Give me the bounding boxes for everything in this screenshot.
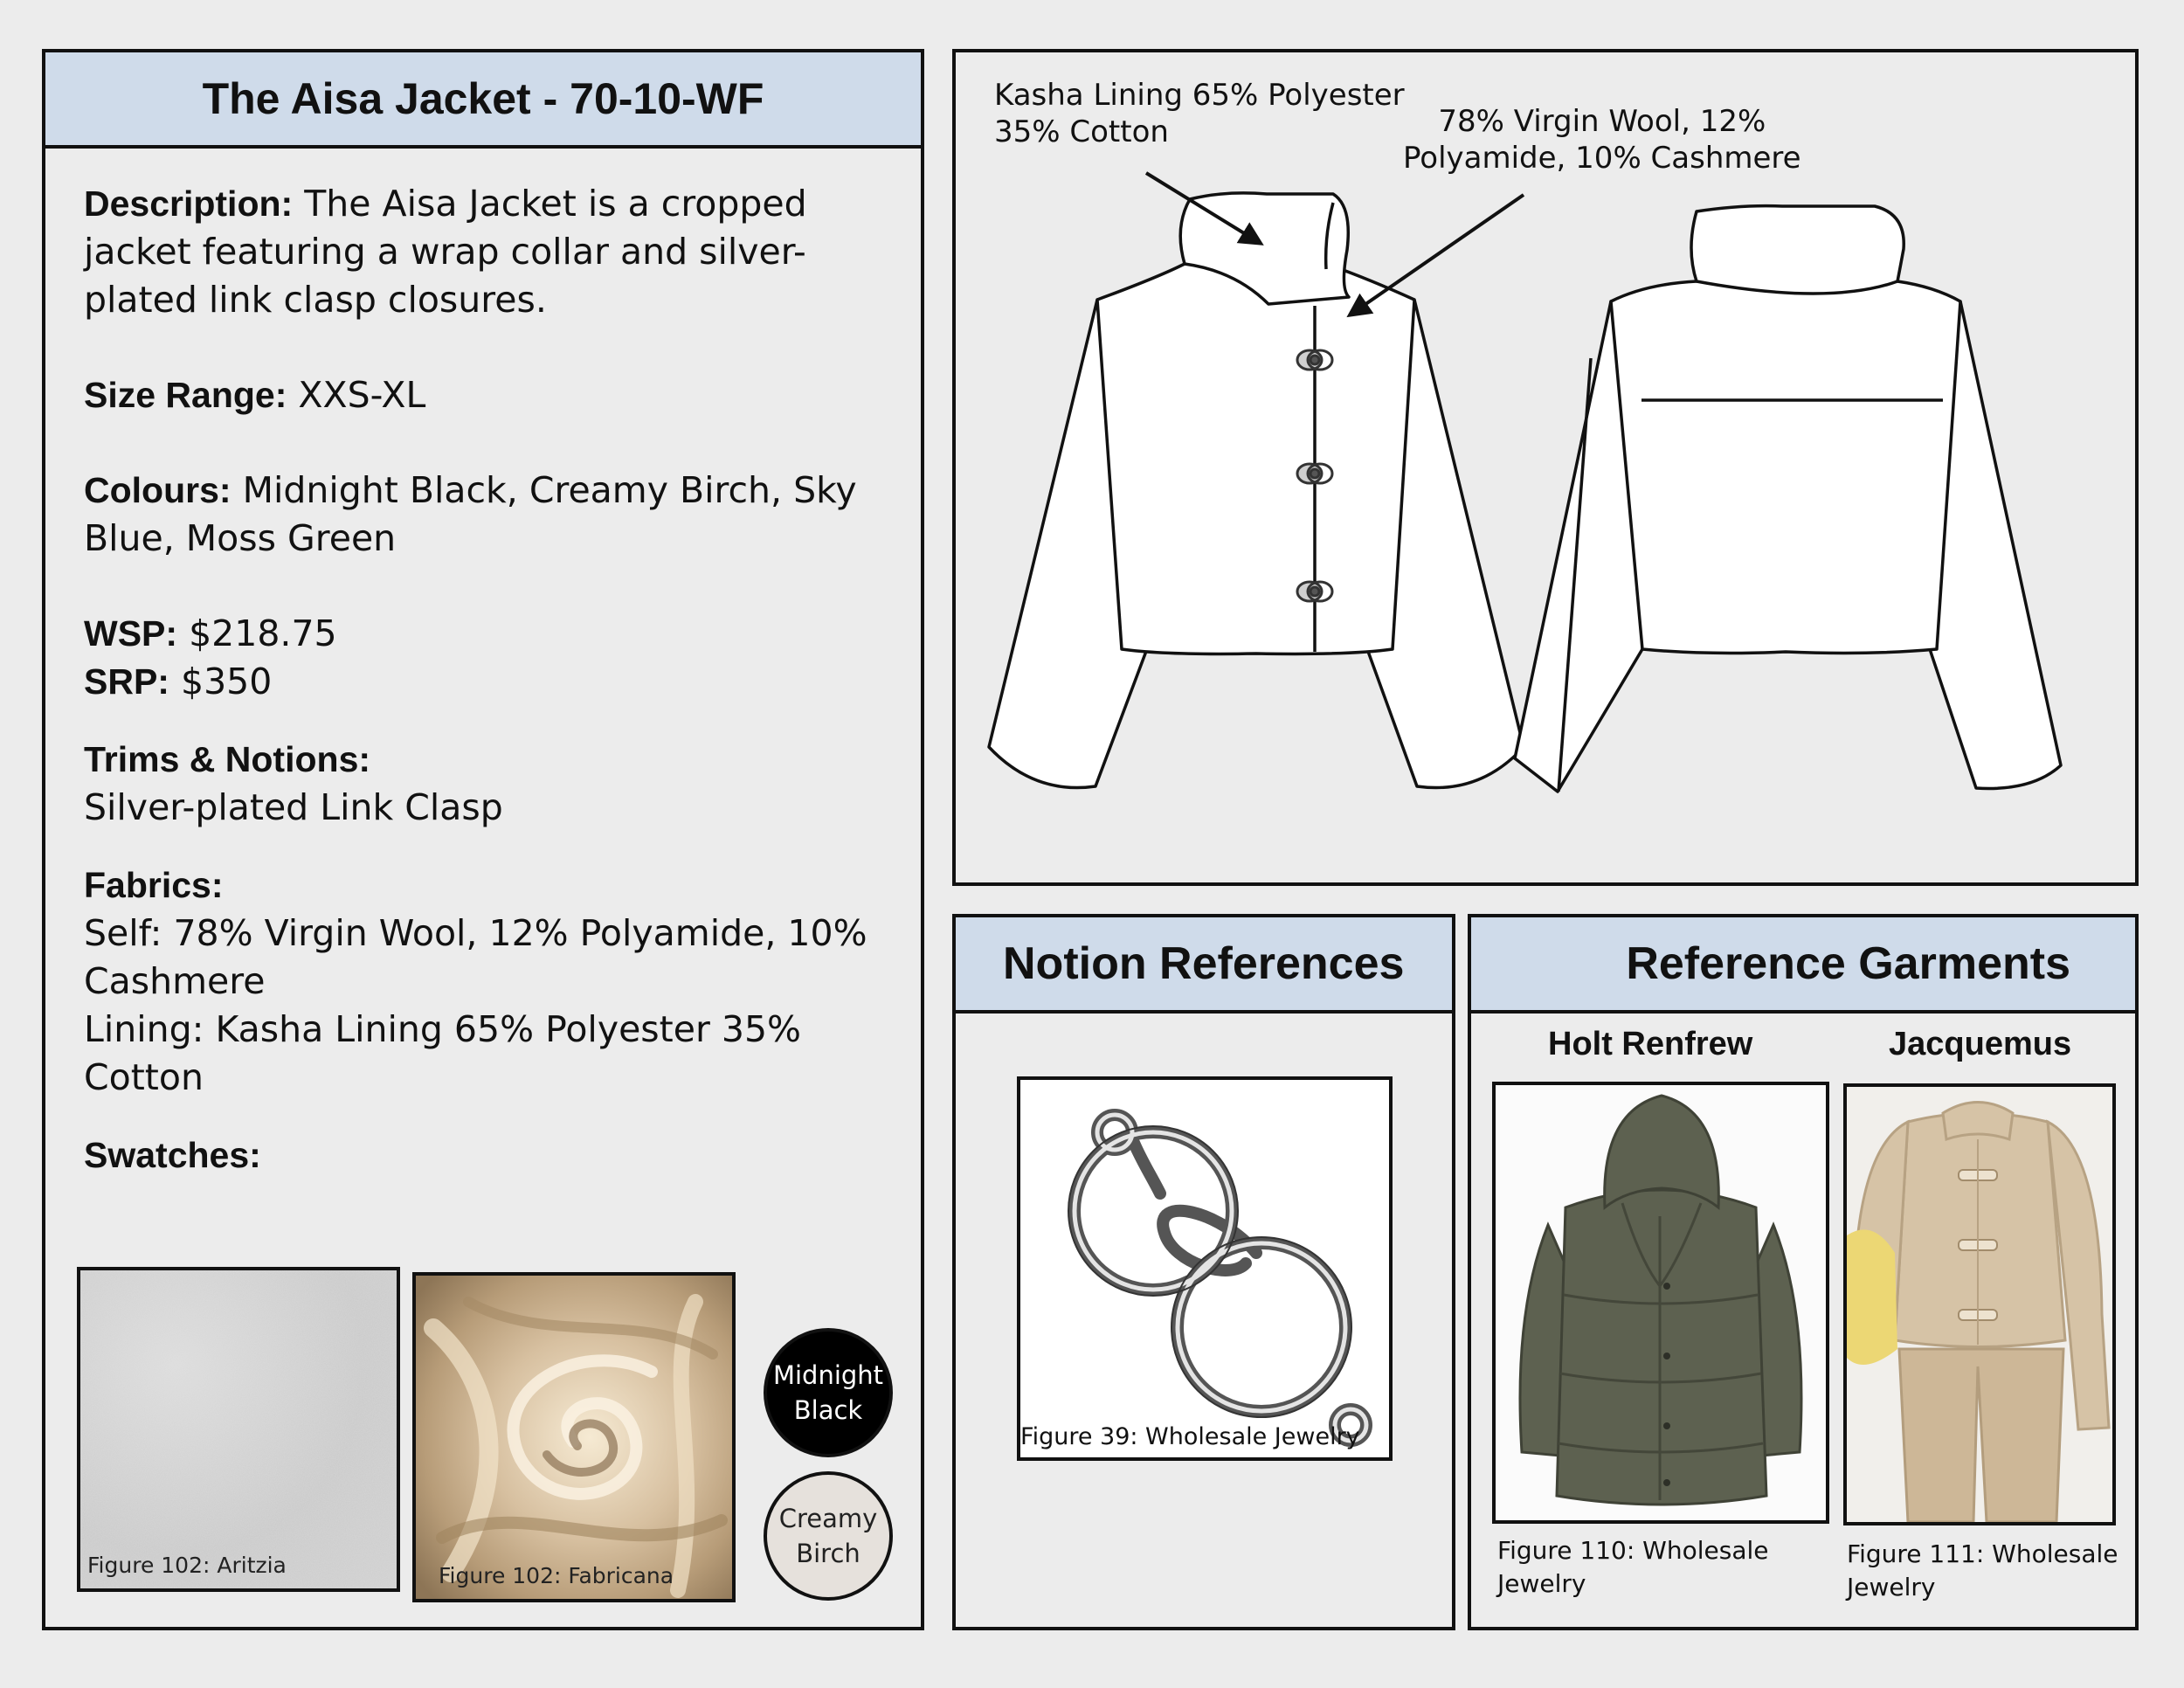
garment-caption (1847, 1538, 2118, 1604)
srp-value: $350 (169, 661, 273, 702)
caption-text: Jewelry (1847, 1573, 1936, 1602)
callout-text: Polyamide, 10% Cashmere (1403, 141, 1801, 176)
colours-block (84, 467, 896, 563)
trims-value: Silver-plated Link Clasp (84, 786, 503, 828)
swatch-caption: Figure 102: Aritzia (87, 1553, 287, 1578)
fabric-self: Self: 78% Virgin Wool, 12% Polyamide, 10% Cashmere (84, 912, 867, 1002)
puffer-jacket-illustration (1496, 1085, 1826, 1520)
wsp-label: WSP: (84, 613, 178, 654)
callout-text: Kasha Lining 65% Polyester (994, 78, 1405, 113)
garments-title: Reference Garments (1626, 938, 2070, 989)
size-label: Size Range: (84, 375, 287, 415)
technical-flats-panel (952, 49, 2139, 886)
notion-references-panel (952, 914, 1455, 1630)
colour-name: Midnight (772, 1360, 884, 1390)
back-flat (1515, 206, 2061, 792)
satin-texture (416, 1276, 732, 1599)
size-block (84, 371, 896, 419)
fabrics-label: Fabrics: (84, 865, 224, 905)
lining-swatch (412, 1272, 736, 1602)
shearling-jacket-illustration (1847, 1087, 2112, 1522)
brand-label: Holt Renfrew (1548, 1026, 1753, 1062)
self-fabric-arrow (1351, 195, 1524, 315)
link-clasp-illustration (1020, 1080, 1389, 1457)
spec-header (45, 52, 921, 149)
caption-text: Jewelry (1497, 1569, 1586, 1598)
swatches-label: Swatches: (84, 1135, 261, 1175)
price-block (84, 610, 896, 706)
colour-name: Birch (796, 1539, 860, 1568)
notions-title: Notion References (1003, 938, 1405, 989)
caption-text: Figure 111: Wholesale (1847, 1539, 2118, 1568)
colour-dot-midnight-black (764, 1328, 893, 1457)
colour-name: Creamy (778, 1504, 878, 1533)
wool-texture (80, 1270, 397, 1588)
reference-garments-panel (1468, 914, 2139, 1630)
colour-dot-creamy-birch (764, 1471, 893, 1601)
notion-caption: Figure 39: Wholesale Jewelry (1020, 1423, 1360, 1450)
page-title: The Aisa Jacket - 70-10-WF (202, 74, 764, 123)
spec-details (84, 180, 896, 1227)
callout-text: 35% Cotton (994, 114, 1169, 149)
puffer-reference-photo (1492, 1082, 1829, 1524)
trims-label: Trims & Notions: (84, 739, 371, 779)
notions-header (956, 917, 1452, 1013)
wool-swatch (77, 1267, 400, 1592)
swatches-block (84, 1131, 896, 1180)
fabric-lining: Lining: Kasha Lining 65% Polyester 35% Cotton (84, 1008, 801, 1098)
garment-caption (1497, 1534, 1769, 1601)
shearling-reference-photo (1843, 1083, 2116, 1525)
description-label: Description: (84, 183, 294, 224)
garments-header (1471, 917, 2135, 1013)
colour-name: Black (793, 1395, 863, 1425)
size-value: XXS-XL (287, 374, 426, 416)
description-text: The Aisa Jacket is a cropped jacket featuring a wrap collar and silver-plated link clasp closures. (84, 183, 807, 321)
swatch-caption: Figure 102: Fabricana (439, 1563, 674, 1588)
jacket-flat-sketch (956, 52, 2135, 882)
caption-text: Figure 110: Wholesale (1497, 1536, 1769, 1565)
callout-text: 78% Virgin Wool, 12% (1438, 104, 1766, 139)
brand-label: Jacquemus (1889, 1026, 2072, 1062)
trims-block (84, 736, 896, 832)
wsp-value: $218.75 (177, 612, 337, 654)
clasp-reference-image (1017, 1076, 1393, 1461)
colours-label: Colours: (84, 470, 232, 510)
front-flat (989, 193, 1524, 788)
colours-value: Midnight Black, Creamy Birch, Sky Blue, Moss Green (84, 469, 857, 559)
fabrics-block (84, 861, 896, 1102)
srp-label: SRP: (84, 661, 169, 702)
description-block (84, 180, 896, 324)
spec-panel (42, 49, 924, 1630)
